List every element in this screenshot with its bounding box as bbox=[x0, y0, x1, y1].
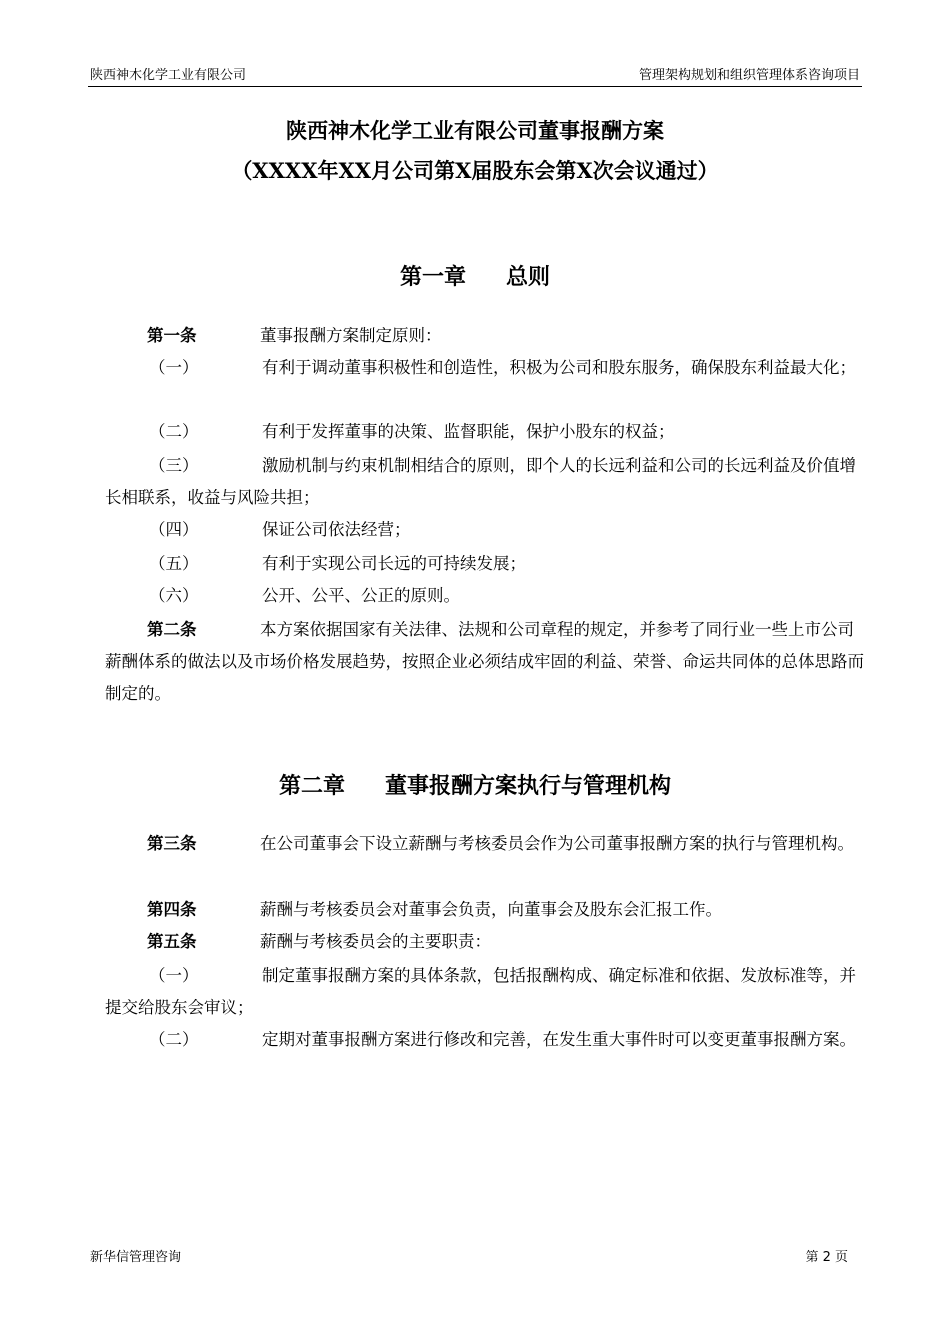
article-label: 第四条 bbox=[147, 900, 197, 919]
clause-text: 定期对董事报酬方案进行修改和完善，在发生重大事件时可以变更董事报酬方案。 bbox=[262, 1030, 856, 1049]
article-text: 在公司董事会下设立薪酬与考核委员会作为公司董事报酬方案的执行与管理机构。 bbox=[260, 834, 854, 853]
article-5 bbox=[105, 926, 865, 958]
clause-5-1 bbox=[105, 960, 865, 1024]
clause-label: （二） bbox=[149, 422, 199, 441]
chapter-2-name: 董事报酬方案执行与管理机构 bbox=[385, 773, 672, 799]
chapter-2-heading bbox=[88, 771, 862, 801]
article-4 bbox=[105, 894, 865, 926]
chapter-2-number: 第二章 bbox=[278, 773, 345, 799]
article-text: 董事报酬方案制定原则： bbox=[260, 326, 442, 345]
article-label: 第五条 bbox=[147, 932, 197, 951]
clause-label: （五） bbox=[149, 554, 199, 573]
header-company: 陕西神木化学工业有限公司 bbox=[90, 68, 247, 83]
article-text: 本方案依据国家有关法律、法规和公司章程的规定，并参考了同行业一些上市公司薪酬体系的做法以及市场价格发展趋势，按照企业必须结成牢固的利益、荣誉、命运共同体的总体思路而制定的。 bbox=[105, 620, 864, 703]
document-title: 陕西神木化学工业有限公司董事报酬方案 bbox=[286, 118, 664, 143]
clause-label: （四） bbox=[149, 520, 199, 539]
clause-label: （六） bbox=[149, 586, 199, 605]
article-1 bbox=[105, 320, 865, 352]
clause-text: 有利于发挥董事的决策、监督职能，保护小股东的权益； bbox=[262, 422, 675, 441]
clause-text: 公开、公平、公正的原则。 bbox=[262, 586, 460, 605]
article-label: 第一条 bbox=[147, 326, 197, 345]
article-label: 第三条 bbox=[147, 834, 197, 853]
clause-1-4 bbox=[105, 514, 865, 546]
clause-text: 有利于调动董事积极性和创造性，积极为公司和股东服务，确保股东利益最大化； bbox=[262, 358, 856, 377]
clause-text: 制定董事报酬方案的具体条款，包括报酬构成、确定标准和依据、发放标准等，并提交给股东会审议； bbox=[105, 966, 856, 1017]
clause-1-2 bbox=[105, 416, 865, 448]
footer-firm: 新华信管理咨询 bbox=[90, 1250, 182, 1265]
article-text: 薪酬与考核委员会的主要职责： bbox=[260, 932, 491, 951]
page-footer bbox=[88, 1248, 862, 1268]
article-label: 第二条 bbox=[147, 620, 197, 639]
article-2 bbox=[105, 614, 865, 710]
clause-label: （一） bbox=[149, 358, 199, 377]
clause-5-2 bbox=[105, 1024, 865, 1056]
document-subtitle: （XXXX年XX月公司第X届股东会第X次会议通过） bbox=[231, 158, 719, 183]
clause-text: 有利于实现公司长远的可持续发展； bbox=[262, 554, 526, 573]
page-header bbox=[88, 66, 862, 87]
clause-label: （三） bbox=[149, 456, 199, 475]
chapter-1-heading bbox=[88, 262, 862, 292]
chapter-1-name: 总则 bbox=[506, 264, 551, 290]
clause-text: 激励机制与约束机制相结合的原则，即个人的长远利益和公司的长远利益及价值增长相联系，收益与风险共担； bbox=[105, 456, 856, 507]
clause-1-1 bbox=[105, 352, 865, 384]
article-3 bbox=[105, 828, 865, 860]
header-project: 管理架构规划和组织管理体系咨询项目 bbox=[638, 68, 860, 83]
page-number: 第 2 页 bbox=[805, 1250, 848, 1265]
clause-text: 保证公司依法经营； bbox=[262, 520, 411, 539]
clause-1-3 bbox=[105, 450, 865, 514]
chapter-1-number: 第一章 bbox=[399, 264, 466, 290]
clause-1-5 bbox=[105, 548, 865, 580]
article-text: 薪酬与考核委员会对董事会负责，向董事会及股东会汇报工作。 bbox=[260, 900, 722, 919]
clause-1-6 bbox=[105, 580, 865, 612]
clause-label: （一） bbox=[149, 966, 199, 985]
clause-label: （二） bbox=[149, 1030, 199, 1049]
